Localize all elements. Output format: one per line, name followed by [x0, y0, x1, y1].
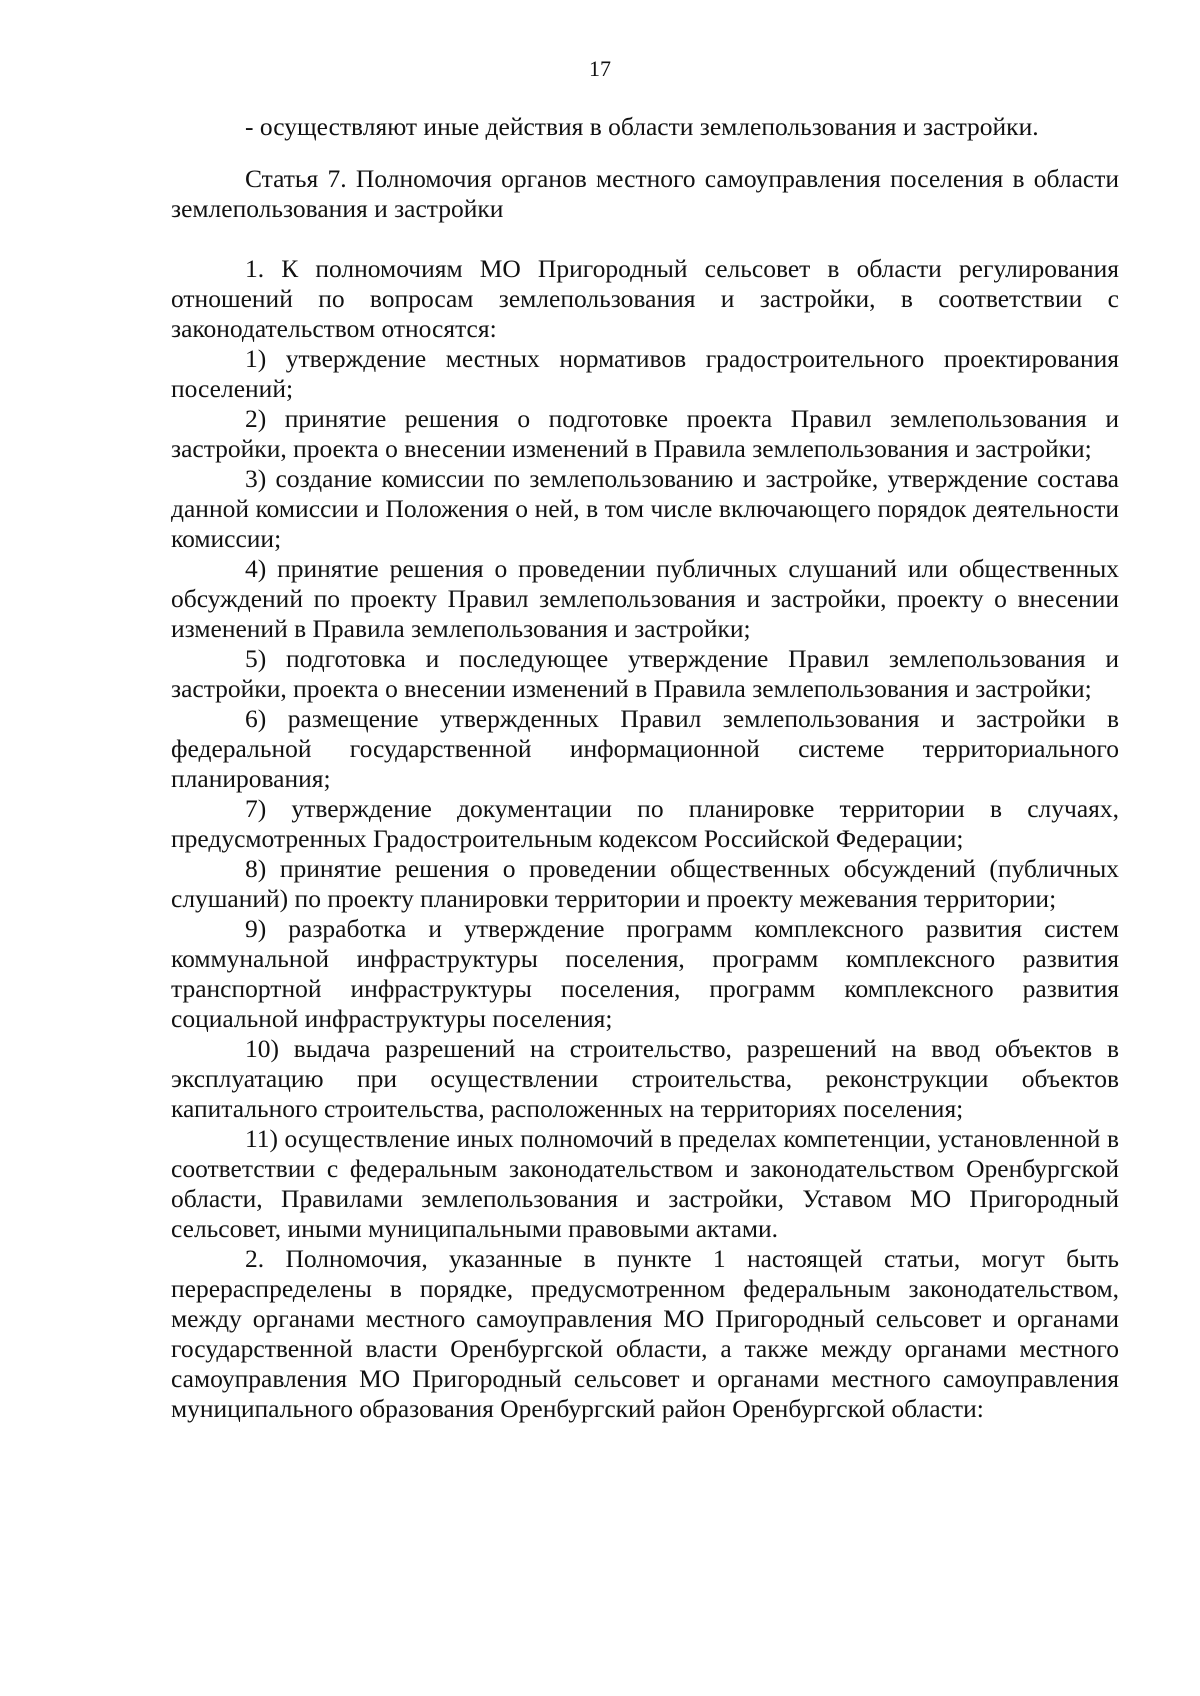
article-heading: Статья 7. Полномочия органов местного самоуправления поселения в области землепользования и застройки: [171, 164, 1119, 223]
page-number: 17: [589, 56, 611, 81]
point-2-paragraph: 2. Полномочия, указанные в пункте 1 настоящей статьи, могут быть перераспределены в порядке, предусмотренном федеральным законодательством, между органами местного самоуправления МО Пригородный сельсовет и органами государственной власти Оренбургской области, а также между органами местного самоуправления МО Пригородный сельсовет и органами местного самоуправления муниципального образования Оренбургский район Оренбургской области:: [171, 1244, 1119, 1423]
list-item-8: 8) принятие решения о проведении общественных обсуждений (публичных слушаний) по проекту планировки территории и проекту межевания территории;: [171, 854, 1119, 913]
document-body: [171, 112, 1119, 1424]
list-item-1: 1) утверждение местных нормативов градостроительного проектирования поселений;: [171, 344, 1119, 403]
list-item-7: 7) утверждение документации по планировке территории в случаях, предусмотренных Градостроительным кодексом Российской Федерации;: [171, 794, 1119, 853]
list-item-2: 2) принятие решения о подготовке проекта Правил землепользования и застройки, проекта о внесении изменений в Правила землепользования и застройки;: [171, 404, 1119, 463]
list-item-10: 10) выдача разрешений на строительство, разрешений на ввод объектов в эксплуатацию при осуществлении строительства, реконструкции объектов капитального строительства, расположенных на территориях поселения;: [171, 1034, 1119, 1123]
list-item-11: 11) осуществление иных полномочий в пределах компетенции, установленной в соответствии с федеральным законодательством и законодательством Оренбургской области, Правилами землепользования и застройки, Уставом МО Пригородный сельсовет, иными муниципальными правовыми актами.: [171, 1124, 1119, 1243]
list-item-5: 5) подготовка и последующее утверждение Правил землепользования и застройки, проекта о внесении изменений в Правила землепользования и застройки;: [171, 644, 1119, 703]
intro-line: - осуществляют иные действия в области землепользования и застройки.: [245, 112, 1039, 141]
list-item-4: 4) принятие решения о проведении публичных слушаний или общественных обсуждений по проекту Правил землепользования и застройки, проекту о внесении изменений в Правила землепользования и застройки;: [171, 554, 1119, 643]
point-1-paragraph: 1. К полномочиям МО Пригородный сельсовет в области регулирования отношений по вопросам землепользования и застройки, в соответствии с законодательством относятся:: [171, 254, 1119, 343]
list-item-9: 9) разработка и утверждение программ комплексного развития систем коммунальной инфраструктуры поселения, программ комплексного развития транспортной инфраструктуры поселения, программ комплексного развития социальной инфраструктуры поселения;: [171, 914, 1119, 1033]
list-item-3: 3) создание комиссии по землепользованию и застройке, утверждение состава данной комиссии и Положения о ней, в том числе включающего порядок деятельности комиссии;: [171, 464, 1119, 553]
list-item-6: 6) размещение утвержденных Правил землепользования и застройки в федеральной государственной информационной системе территориального планирования;: [171, 704, 1119, 793]
